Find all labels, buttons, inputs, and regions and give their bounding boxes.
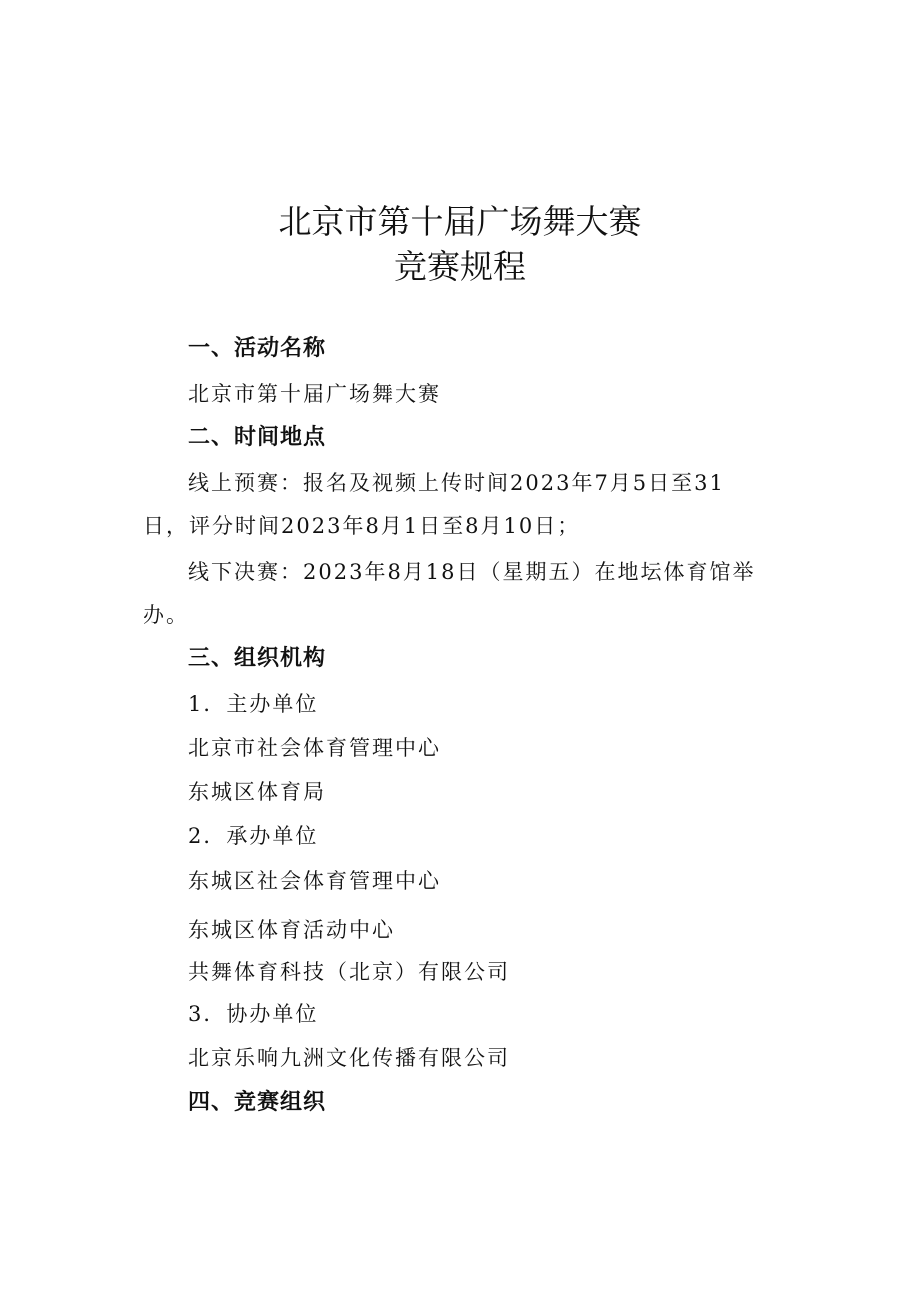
doc-title-line-2: 竞赛规程 [394, 247, 526, 286]
organizer-label: 2．承办单位 [188, 824, 319, 848]
section-1-heading: 一、活动名称 [188, 336, 327, 361]
organizer-unit-3: 共舞体育科技（北京）有限公司 [188, 960, 510, 984]
host-unit-2: 东城区体育局 [188, 780, 326, 804]
co-organizer-label: 3．协办单位 [188, 1002, 319, 1026]
host-unit-1: 北京市社会体育管理中心 [188, 736, 441, 760]
offline-final-line-2: 办。 [143, 603, 189, 627]
co-organizer-unit-1: 北京乐响九洲文化传播有限公司 [188, 1046, 510, 1070]
doc-title-line-1: 北京市第十届广场舞大赛 [278, 202, 642, 241]
section-3-heading: 三、组织机构 [188, 646, 327, 671]
organizer-unit-2: 东城区体育活动中心 [188, 918, 395, 942]
online-prelim-line-1: 线上预赛：报名及视频上传时间2023年7月5日至31 [188, 471, 725, 495]
section-4-heading: 四、竞赛组织 [188, 1090, 327, 1115]
section-2-heading: 二、时间地点 [188, 425, 327, 450]
organizer-unit-1: 东城区社会体育管理中心 [188, 869, 441, 893]
online-prelim-line-2: 日，评分时间2023年8月1日至8月10日； [143, 514, 581, 538]
host-label: 1．主办单位 [188, 692, 319, 716]
event-name: 北京市第十届广场舞大赛 [188, 382, 441, 406]
offline-final-line-1: 线下决赛：2023年8月18日（星期五）在地坛体育馆举 [188, 560, 756, 584]
